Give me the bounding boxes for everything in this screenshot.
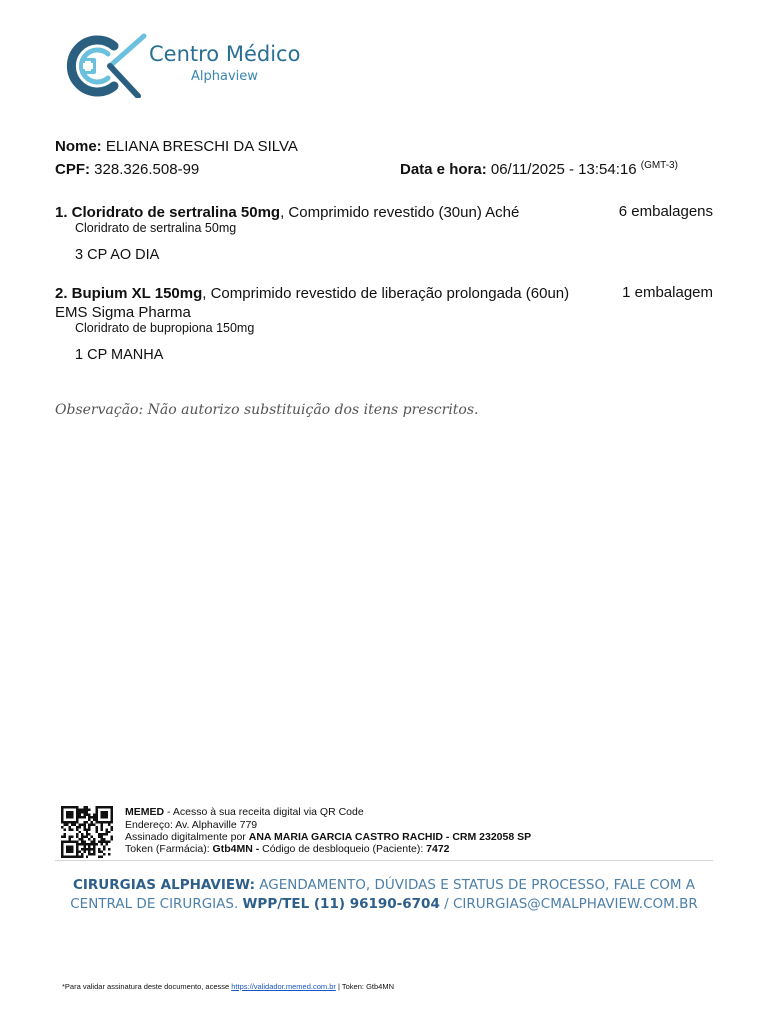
clinic-logo-icon — [52, 32, 152, 98]
med-item-2-dosage: 1 CP MANHA — [75, 347, 164, 363]
med-item-1-description: , Comprimido revestido (30un) Aché — [280, 204, 520, 221]
med-item-1-title — [55, 203, 595, 222]
unlock-code-label: Código de desbloqueio (Paciente): — [262, 843, 427, 855]
unlock-code: 7472 — [426, 843, 450, 855]
prescription-date-row — [400, 161, 678, 178]
observation-note: Observação: Não autorizo substituição dos itens prescritos. — [55, 402, 479, 418]
med-item-1-dosage: 3 CP AO DIA — [75, 247, 160, 263]
contact-text-2a: CENTRAL DE CIRURGIAS. — [70, 896, 243, 912]
contact-email: / CIRURGIAS@CMALPHAVIEW.COM.BR — [439, 896, 698, 912]
token-separator: - — [252, 843, 263, 855]
pharmacy-token-label: Token (Farmácia): — [125, 843, 213, 855]
med-item-1-substance: Cloridrato de sertralina 50mg — [75, 221, 237, 235]
qr-code-icon[interactable] — [61, 806, 113, 858]
validation-token: | Token: Gtb4MN — [335, 982, 394, 991]
contact-line-2 — [0, 896, 768, 912]
clinic-logo-title: Centro Médico — [149, 42, 301, 66]
med-item-2-substance: Cloridrato de bupropiona 150mg — [75, 321, 255, 335]
validation-footnote — [62, 982, 394, 991]
med-item-2-name: 2. Bupium XL 150mg — [55, 285, 203, 302]
token-line — [125, 843, 450, 855]
doctor-name-crm: ANA MARIA GARCIA CASTRO RACHID - CRM 232058 SP — [248, 831, 532, 843]
patient-name-row — [55, 138, 298, 155]
contact-brand: CIRURGIAS ALPHAVIEW: — [72, 877, 255, 893]
contact-phone: WPP/TEL (11) 96190-6704 — [242, 896, 440, 912]
validation-prefix: *Para validar assinatura deste documento, acesse — [62, 982, 232, 991]
memed-access-line — [125, 806, 364, 818]
validation-link[interactable]: https://validador.memed.com.br — [231, 982, 336, 991]
signature-line — [125, 831, 531, 843]
memed-brand: MEMED — [125, 806, 165, 818]
prescription-date-label: Data e hora: — [400, 161, 487, 178]
patient-cpf-row — [55, 161, 199, 178]
prescription-date: 06/11/2025 - 13:54:16 — [490, 161, 637, 178]
signature-prefix: Assinado digitalmente por — [125, 831, 249, 843]
address-line: Endereço: Av. Alphaville 779 — [125, 819, 258, 831]
clinic-logo-subtitle: Alphaview — [191, 69, 258, 84]
clinic-logo — [52, 32, 322, 98]
med-item-2-title — [55, 284, 595, 322]
patient-name-label: Nome: — [55, 138, 102, 155]
med-item-1-name: 1. Cloridrato de sertralina 50mg — [55, 204, 281, 221]
med-item-1-quantity: 6 embalagens — [618, 203, 713, 220]
patient-cpf: 328.326.508-99 — [94, 161, 200, 178]
med-item-2-description: , Comprimido revestido de liberação prolongada (60un) EMS Sigma Pharma — [55, 285, 570, 321]
prescription-timezone: (GMT-3) — [640, 160, 678, 171]
contact-line-1 — [0, 877, 768, 893]
med-item-2-quantity: 1 embalagem — [622, 284, 713, 301]
contact-text-1: AGENDAMENTO, DÚVIDAS E STATUS DE PROCESSO, FALE COM A — [254, 877, 695, 893]
patient-cpf-label: CPF: — [55, 161, 90, 178]
footer-divider — [55, 860, 713, 861]
patient-name: ELIANA BRESCHI DA SILVA — [105, 138, 298, 155]
memed-access-text: - Acesso à sua receita digital via QR Code — [164, 806, 364, 818]
pharmacy-token: Gtb4MN — [212, 843, 253, 855]
